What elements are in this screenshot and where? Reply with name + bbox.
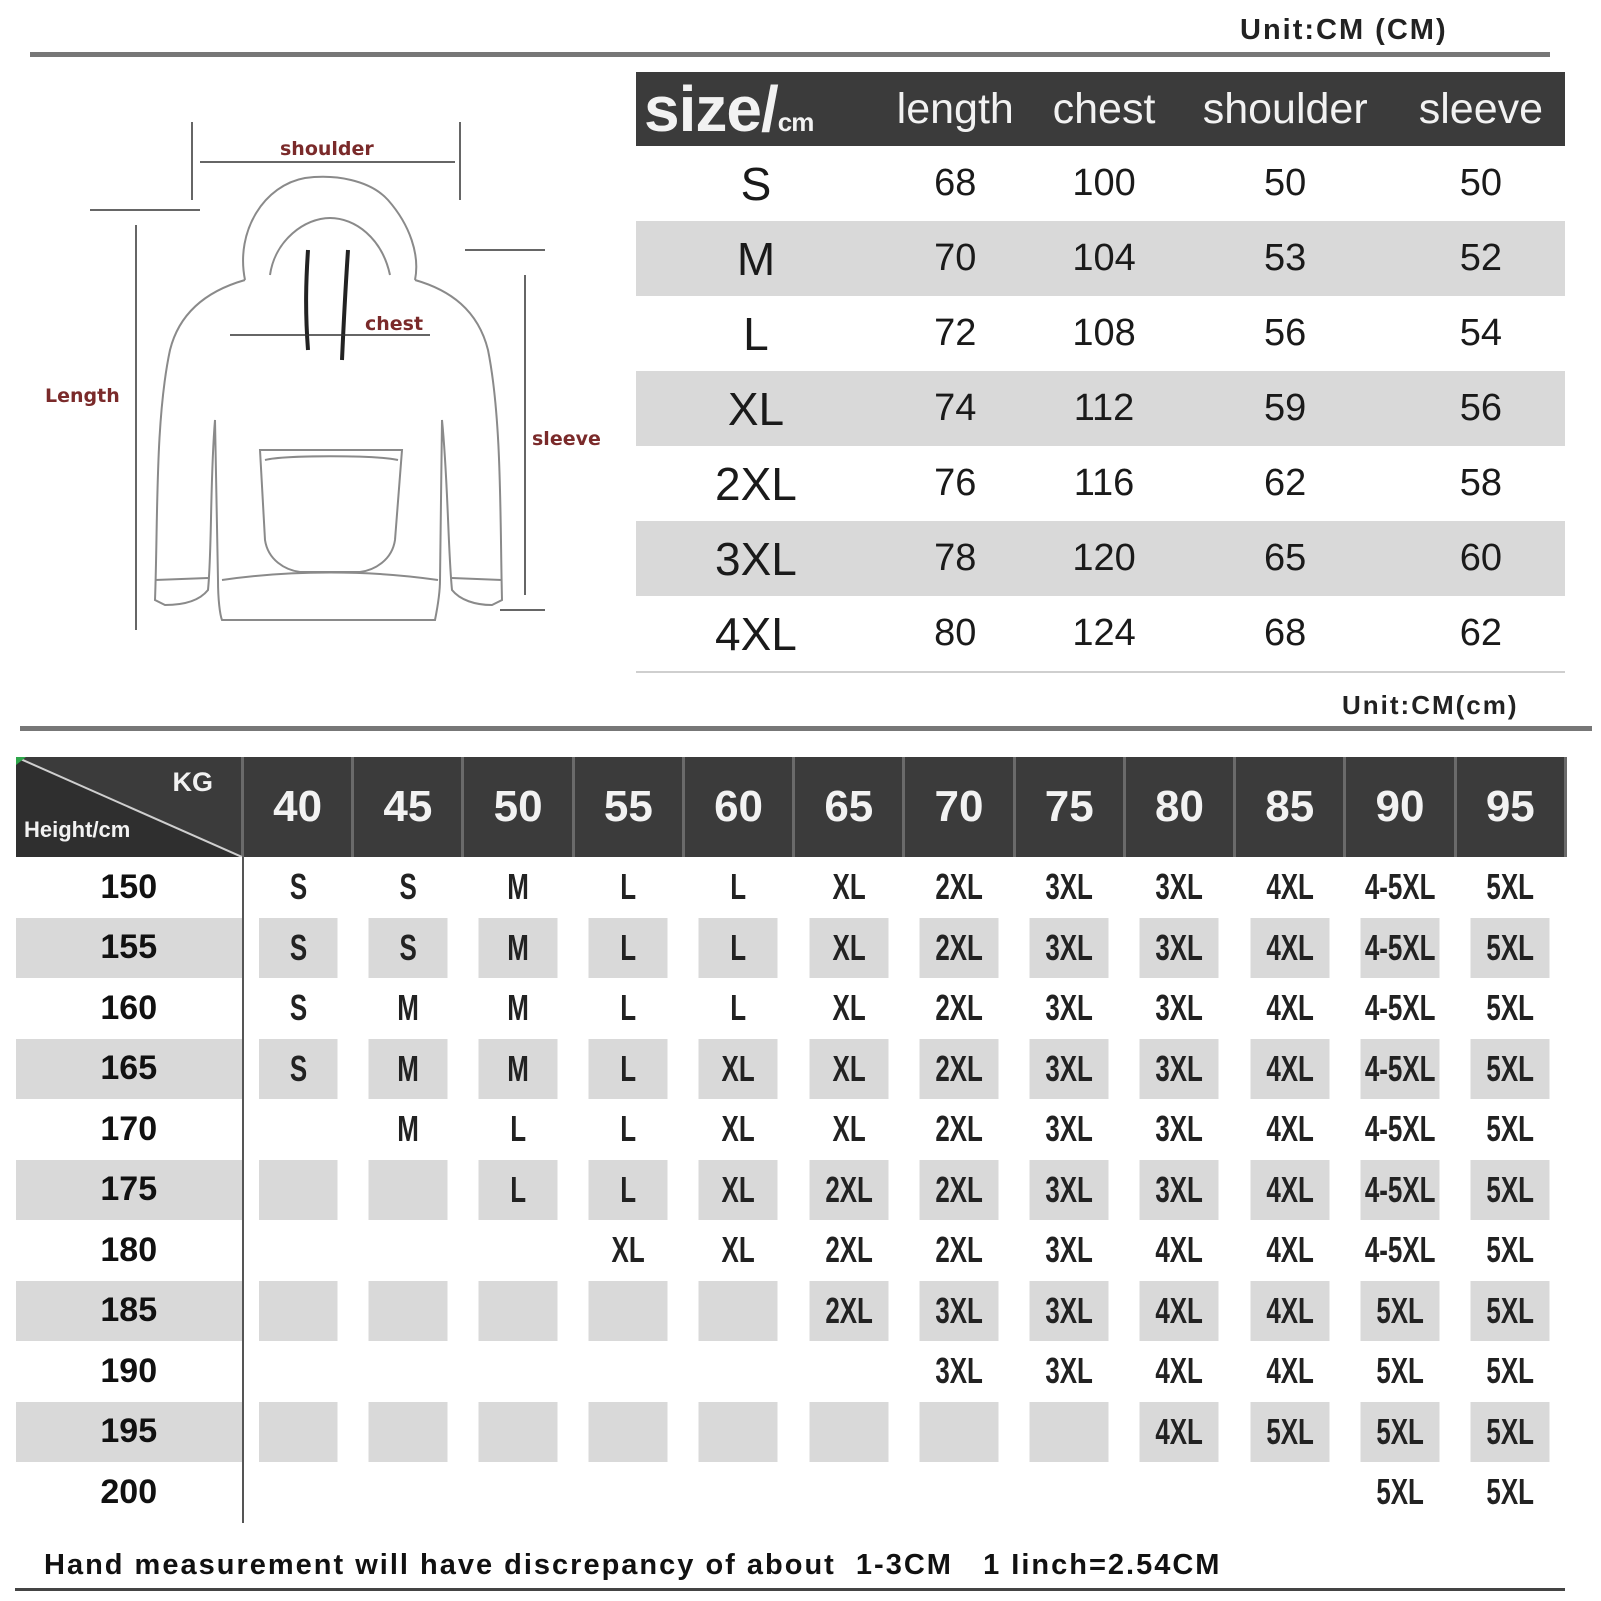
recommended-size-cell: L (589, 918, 668, 979)
sleeve-column-header: sleeve (1397, 72, 1565, 146)
size-cell: XL (636, 371, 876, 446)
recommended-size-cell: XL (832, 987, 866, 1029)
recommended-size-cell: 4XL (1265, 1229, 1314, 1271)
recommended-size-cell: L (620, 1108, 637, 1150)
recommended-size-cell: 4XL (1265, 1108, 1314, 1150)
recommended-size-cell: 4-5XL (1364, 866, 1436, 908)
recommended-size-cell: 4-5XL (1364, 1229, 1436, 1271)
size-row (636, 521, 1565, 596)
measurement-cell: 80 (876, 596, 1035, 672)
height-label: Height/cm (24, 817, 131, 842)
recommended-size-cell: 2XL (935, 866, 983, 908)
recommended-size-cell: 4-5XL (1364, 1108, 1436, 1150)
recommended-size-cell: 3XL (1155, 866, 1204, 908)
measurement-cell: 50 (1264, 162, 1307, 204)
recommended-size-cell: 5XL (1471, 1160, 1551, 1221)
recommended-size-cell: 3XL (1030, 1160, 1109, 1221)
recommended-size-cell: 3XL (1030, 1039, 1109, 1100)
recommended-size-cell: XL (721, 1229, 756, 1271)
length-column-header: length (876, 72, 1035, 146)
recommended-size-cell (478, 1220, 557, 1281)
weight-header: 55 (573, 757, 683, 857)
recommended-size-cell (258, 1462, 337, 1523)
pocket-top (265, 456, 398, 460)
recommended-size-cell: L (589, 1160, 668, 1221)
recommended-size-cell: 4XL (1265, 987, 1314, 1029)
hoodie-diagram (30, 100, 630, 660)
recommended-size-cell: M (507, 987, 529, 1029)
measurement-cell: 72 (934, 312, 977, 354)
recommended-size-cell: 3XL (1045, 866, 1094, 908)
recommended-size-cell: S (289, 866, 307, 908)
recommended-size-cell: 3XL (935, 1350, 983, 1392)
chest-column-header: chest (1035, 72, 1174, 146)
measurement-cell: 116 (1073, 462, 1135, 504)
recommended-size-cell: L (510, 1108, 527, 1150)
measurement-cell: 62 (1264, 462, 1307, 504)
height-cell: 190 (16, 1341, 243, 1402)
recommended-size-cell: 5XL (1471, 1039, 1551, 1100)
recommended-size-cell: 2XL (919, 1039, 998, 1100)
size-cell: 4XL (636, 596, 876, 672)
recommended-size-cell: 2XL (919, 1160, 998, 1221)
recommended-size-cell: 5XL (1471, 1402, 1551, 1463)
recommended-size-cell: 5XL (1376, 1471, 1424, 1513)
recommended-size-cell (699, 1402, 778, 1463)
recommended-size-cell (258, 1281, 337, 1342)
size-row (636, 221, 1565, 296)
measurement-cell: 65 (1174, 521, 1397, 596)
height-row (16, 1039, 1566, 1100)
weight-header: 90 (1345, 757, 1455, 857)
recommended-size-cell: L (730, 987, 747, 1029)
recommended-size-cell (258, 1160, 337, 1221)
height-cell: 175 (16, 1160, 243, 1221)
recommended-size-cell: 4-5XL (1360, 1039, 1439, 1100)
recommended-size-cell: XL (832, 1108, 866, 1150)
kg-label: KG (172, 767, 213, 797)
height-cell: 200 (16, 1462, 243, 1523)
recommended-size-cell: 3XL (919, 1281, 998, 1342)
recommended-size-cell: 5XL (1486, 987, 1535, 1029)
measurement-cell: 76 (934, 462, 977, 504)
recommended-size-cell: L (478, 1160, 557, 1221)
measurement-cell: 50 (1459, 162, 1503, 204)
recommended-size-cell: 5XL (1360, 1281, 1439, 1342)
measurement-cell: 108 (1072, 312, 1136, 354)
recommended-size-cell: 5XL (1486, 1471, 1535, 1513)
recommended-size-cell: 2XL (809, 1160, 888, 1221)
weight-header: 95 (1455, 757, 1565, 857)
measurement-cell: 78 (876, 521, 1035, 596)
measurement-cell: 59 (1174, 371, 1397, 446)
recommended-size-cell: 4XL (1140, 1281, 1219, 1342)
height-row (16, 1341, 1566, 1402)
recommended-size-cell (368, 1160, 447, 1221)
recommended-size-cell: XL (611, 1229, 645, 1271)
height-row (16, 1462, 1566, 1523)
recommended-size-cell: 3XL (1045, 1108, 1094, 1150)
recommended-size-cell: 5XL (1471, 918, 1551, 979)
size-row (636, 296, 1565, 371)
shoulder-label: shoulder (280, 138, 374, 160)
size-header-unit: cm (777, 107, 814, 137)
size-measurement-table (636, 72, 1565, 673)
length-label: Length (45, 385, 120, 407)
recommended-size-cell (258, 1220, 337, 1281)
recommended-size-cell: 5XL (1360, 1402, 1439, 1463)
recommended-size-cell: 4-5XL (1360, 918, 1439, 979)
size-column-header (636, 72, 876, 146)
recommended-size-cell: L (699, 918, 778, 979)
recommended-size-cell: L (620, 987, 637, 1029)
recommended-size-cell (368, 1402, 447, 1463)
recommended-size-cell: XL (809, 918, 888, 979)
measurement-cell: 68 (1174, 596, 1397, 672)
height-cell: 170 (16, 1099, 243, 1160)
size-row (636, 596, 1565, 672)
recommended-size-cell (1250, 1462, 1329, 1523)
height-row (16, 978, 1566, 1039)
measurement-cell: 112 (1035, 371, 1174, 446)
measurement-note: Hand measurement will have discrepancy of about 1-3CM 1 Iinch=2.54CM (44, 1549, 1222, 1581)
recommended-size-cell: XL (699, 1039, 778, 1100)
size-row (636, 146, 1565, 221)
height-cell: 165 (16, 1039, 243, 1100)
weight-header: 75 (1014, 757, 1124, 857)
recommended-size-cell (699, 1462, 778, 1523)
size-row (636, 371, 1565, 446)
unit-label-top: Unit:CM (CM) (1240, 14, 1448, 46)
recommended-size-cell: 3XL (1140, 1039, 1219, 1100)
recommended-size-cell: 4XL (1265, 1350, 1314, 1392)
recommended-size-cell: 4XL (1250, 1039, 1329, 1100)
recommended-size-cell (478, 1341, 557, 1402)
recommended-size-cell: 5XL (1250, 1402, 1329, 1463)
recommended-size-cell (478, 1281, 557, 1342)
measurement-cell: 53 (1174, 221, 1397, 296)
height-cell: 160 (16, 978, 243, 1039)
recommended-size-cell: 4XL (1265, 866, 1314, 908)
recommended-size-cell: 5XL (1471, 1281, 1551, 1342)
unit-label-bottom: Unit:CM(cm) (1342, 690, 1519, 720)
height-cell: 195 (16, 1402, 243, 1463)
recommended-size-cell (368, 1220, 447, 1281)
recommended-size-cell: M (397, 987, 419, 1029)
measurement-cell: 68 (934, 162, 977, 204)
measurement-cell: 74 (876, 371, 1035, 446)
divider-top (30, 52, 1550, 57)
recommended-size-cell: 3XL (1030, 918, 1109, 979)
recommended-size-cell: S (258, 918, 337, 979)
height-row (16, 1281, 1566, 1342)
weight-header: 50 (463, 757, 573, 857)
recommended-size-cell: 4XL (1155, 1229, 1204, 1271)
weight-header: 40 (243, 757, 353, 857)
size-cell: S (740, 157, 772, 210)
recommended-size-cell: L (589, 1039, 668, 1100)
measurement-cell: 52 (1397, 221, 1565, 296)
recommended-size-cell (1140, 1462, 1219, 1523)
height-cell: 150 (16, 857, 243, 918)
recommended-size-cell (368, 1341, 447, 1402)
recommended-size-cell (699, 1281, 778, 1342)
weight-header: 45 (353, 757, 463, 857)
chest-label: chest (365, 313, 424, 335)
measurement-cell: 60 (1397, 521, 1565, 596)
recommended-size-cell (478, 1402, 557, 1463)
height-row (16, 918, 1566, 979)
recommended-size-cell: 3XL (1155, 987, 1204, 1029)
height-cell: 155 (16, 918, 243, 979)
weight-header: 70 (904, 757, 1014, 857)
recommended-size-cell: L (730, 866, 747, 908)
recommended-size-cell (1030, 1462, 1109, 1523)
recommended-size-cell (258, 1341, 337, 1402)
size-header-label: size/ (644, 73, 778, 145)
right-cuff-line (452, 578, 502, 580)
recommended-size-cell: 3XL (1045, 1229, 1094, 1271)
recommended-size-cell: 2XL (935, 1108, 983, 1150)
recommended-size-cell (809, 1341, 888, 1402)
measurement-cell: 124 (1035, 596, 1174, 672)
shoulder-column-header: shoulder (1174, 72, 1397, 146)
weight-header-row (16, 757, 1566, 857)
recommended-size-cell: M (397, 1108, 419, 1150)
weight-header: 85 (1235, 757, 1345, 857)
recommended-size-cell (699, 1341, 778, 1402)
recommended-size-cell: 2XL (935, 1229, 983, 1271)
size-table-header-row (636, 72, 1565, 146)
height-row (16, 1220, 1566, 1281)
size-cell: 3XL (636, 521, 876, 596)
measurement-cell: 62 (1397, 596, 1565, 672)
hood-outline (243, 177, 416, 280)
weight-header: 65 (794, 757, 904, 857)
recommended-size-cell (258, 1099, 337, 1160)
recommended-size-cell (589, 1341, 668, 1402)
size-cell: 2XL (715, 457, 797, 510)
recommended-size-cell: S (289, 987, 307, 1029)
recommended-size-cell (478, 1462, 557, 1523)
recommended-size-cell: 3XL (1140, 918, 1219, 979)
recommended-size-cell (258, 1402, 337, 1463)
recommended-size-cell: L (620, 866, 637, 908)
recommended-size-cell (589, 1281, 668, 1342)
recommended-size-cell: 5XL (1486, 1350, 1535, 1392)
measurement-cell: 100 (1072, 162, 1136, 204)
recommended-size-cell: 3XL (1045, 1350, 1094, 1392)
height-cell: 180 (16, 1220, 243, 1281)
size-cell: L (743, 307, 769, 360)
measurement-cell: 56 (1397, 371, 1565, 446)
recommended-size-cell: XL (809, 1039, 888, 1100)
recommended-size-cell: S (258, 1039, 337, 1100)
recommended-size-cell: 4XL (1140, 1402, 1219, 1463)
recommended-size-cell (809, 1462, 888, 1523)
height-weight-size-table (16, 757, 1567, 1523)
recommended-size-cell: M (478, 918, 557, 979)
recommended-size-cell (368, 1462, 447, 1523)
recommended-size-cell: XL (699, 1160, 778, 1221)
recommended-size-cell (919, 1402, 998, 1463)
recommended-size-cell: 2XL (935, 987, 983, 1029)
recommended-size-cell: M (368, 1039, 447, 1100)
hood-inner-outline (270, 218, 390, 275)
size-row (636, 446, 1565, 521)
weight-header: 60 (683, 757, 793, 857)
left-cuff-line (155, 578, 208, 580)
recommended-size-cell (589, 1402, 668, 1463)
recommended-size-cell (368, 1281, 447, 1342)
height-row (16, 857, 1566, 918)
recommended-size-cell: 5XL (1376, 1350, 1424, 1392)
recommended-size-cell: M (507, 866, 529, 908)
recommended-size-cell: XL (721, 1108, 756, 1150)
drawstring-right (342, 250, 348, 360)
recommended-size-cell: 4XL (1250, 1281, 1329, 1342)
recommended-size-cell: 4XL (1155, 1350, 1204, 1392)
measurement-cell: 58 (1459, 462, 1503, 504)
measurement-cell: 56 (1264, 312, 1307, 354)
recommended-size-cell (919, 1462, 998, 1523)
table-corner-cell (16, 757, 243, 857)
pocket-outline (260, 450, 402, 572)
size-cell: M (636, 221, 876, 296)
recommended-size-cell: 4-5XL (1360, 1160, 1439, 1221)
divider-bottom (15, 1588, 1565, 1591)
recommended-size-cell: M (478, 1039, 557, 1100)
height-row (16, 1099, 1566, 1160)
recommended-size-cell (1030, 1402, 1109, 1463)
recommended-size-cell: 2XL (809, 1281, 888, 1342)
recommended-size-cell: S (399, 866, 417, 908)
recommended-size-cell: 3XL (1140, 1160, 1219, 1221)
measurement-cell: 54 (1459, 312, 1503, 354)
recommended-size-cell: 3XL (1030, 1281, 1109, 1342)
recommended-size-cell: 5XL (1486, 866, 1535, 908)
measurement-cell: 70 (876, 221, 1035, 296)
recommended-size-cell: 2XL (825, 1229, 873, 1271)
recommended-size-cell: S (368, 918, 447, 979)
height-cell: 185 (16, 1281, 243, 1342)
recommended-size-cell (809, 1402, 888, 1463)
recommended-size-cell: 4XL (1250, 1160, 1329, 1221)
recommended-size-cell: 2XL (919, 918, 998, 979)
recommended-size-cell: 3XL (1155, 1108, 1204, 1150)
height-row (16, 1160, 1566, 1221)
recommended-size-cell (589, 1462, 668, 1523)
sleeve-label: sleeve (532, 428, 601, 450)
recommended-size-cell: XL (832, 866, 866, 908)
recommended-size-cell: 5XL (1486, 1108, 1535, 1150)
height-row (16, 1402, 1566, 1463)
recommended-size-cell: 4XL (1250, 918, 1329, 979)
recommended-size-cell: 3XL (1045, 987, 1094, 1029)
recommended-size-cell: 5XL (1486, 1229, 1535, 1271)
divider-middle (20, 726, 1592, 731)
recommended-size-cell: 4-5XL (1364, 987, 1436, 1029)
weight-header: 80 (1124, 757, 1234, 857)
waistband-line (222, 573, 438, 581)
measurement-cell: 120 (1035, 521, 1174, 596)
measurement-cell: 104 (1035, 221, 1174, 296)
